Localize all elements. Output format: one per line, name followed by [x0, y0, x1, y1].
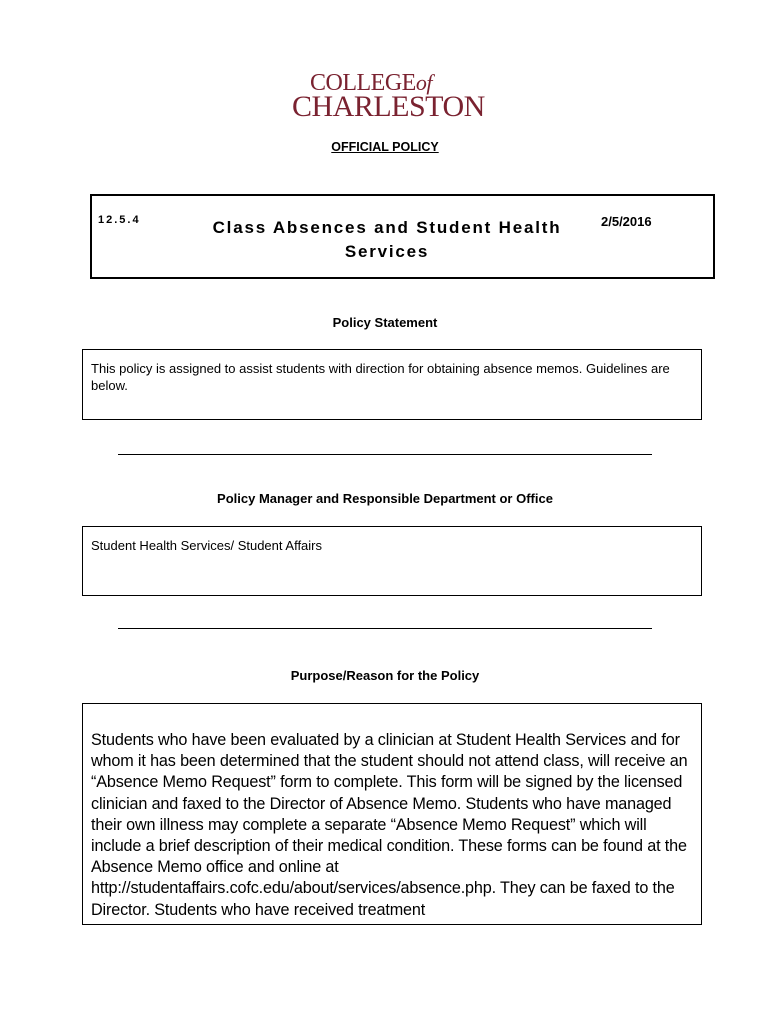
logo-line-charleston: CHARLESTON [292, 90, 485, 123]
official-policy-label: OFFICIAL POLICY [331, 140, 439, 154]
policy-manager-text: Student Health Services/ Student Affairs [91, 538, 323, 553]
divider-rule [118, 454, 652, 455]
policy-statement-heading: Policy Statement [332, 315, 438, 330]
policy-number: 12.5.4 [98, 214, 141, 226]
purpose-heading: Purpose/Reason for the Policy [290, 668, 480, 683]
policy-statement-box [82, 349, 702, 420]
purpose-box [82, 703, 702, 925]
policy-manager-box [82, 526, 702, 596]
policy-title: Class Absences and Student Health Services [212, 218, 562, 261]
logo-college-text: COLLEGE [310, 70, 416, 96]
purpose-text: Students who have been evaluated by a clinician at Student Health Services and for whom it has been determined that the student should not attend class, will receive an “Absence Memo Request” form to complete. This form will be signed by the licensed clinician and faxed to the Director of Absence Memo. Students who have managed their own illness may complete a separate “Absence Memo Request” which will include a brief description of their medical condition. These forms can be found at the Absence Memo office and online at http://studentaffairs.cofc.edu/about/services/absence.php. They can be faxed to the Director. Students who have received treatment [91, 731, 688, 919]
policy-date: 2/5/2016 [601, 214, 652, 229]
divider-rule [118, 628, 652, 629]
college-logo [292, 70, 485, 123]
policy-title-box [90, 194, 715, 279]
policy-statement-text: This policy is assigned to assist students with direction for obtaining absence memos. Guidelines are below. [91, 361, 670, 393]
logo-of-text: of [415, 70, 432, 95]
policy-manager-heading: Policy Manager and Responsible Department or Office [217, 491, 553, 506]
